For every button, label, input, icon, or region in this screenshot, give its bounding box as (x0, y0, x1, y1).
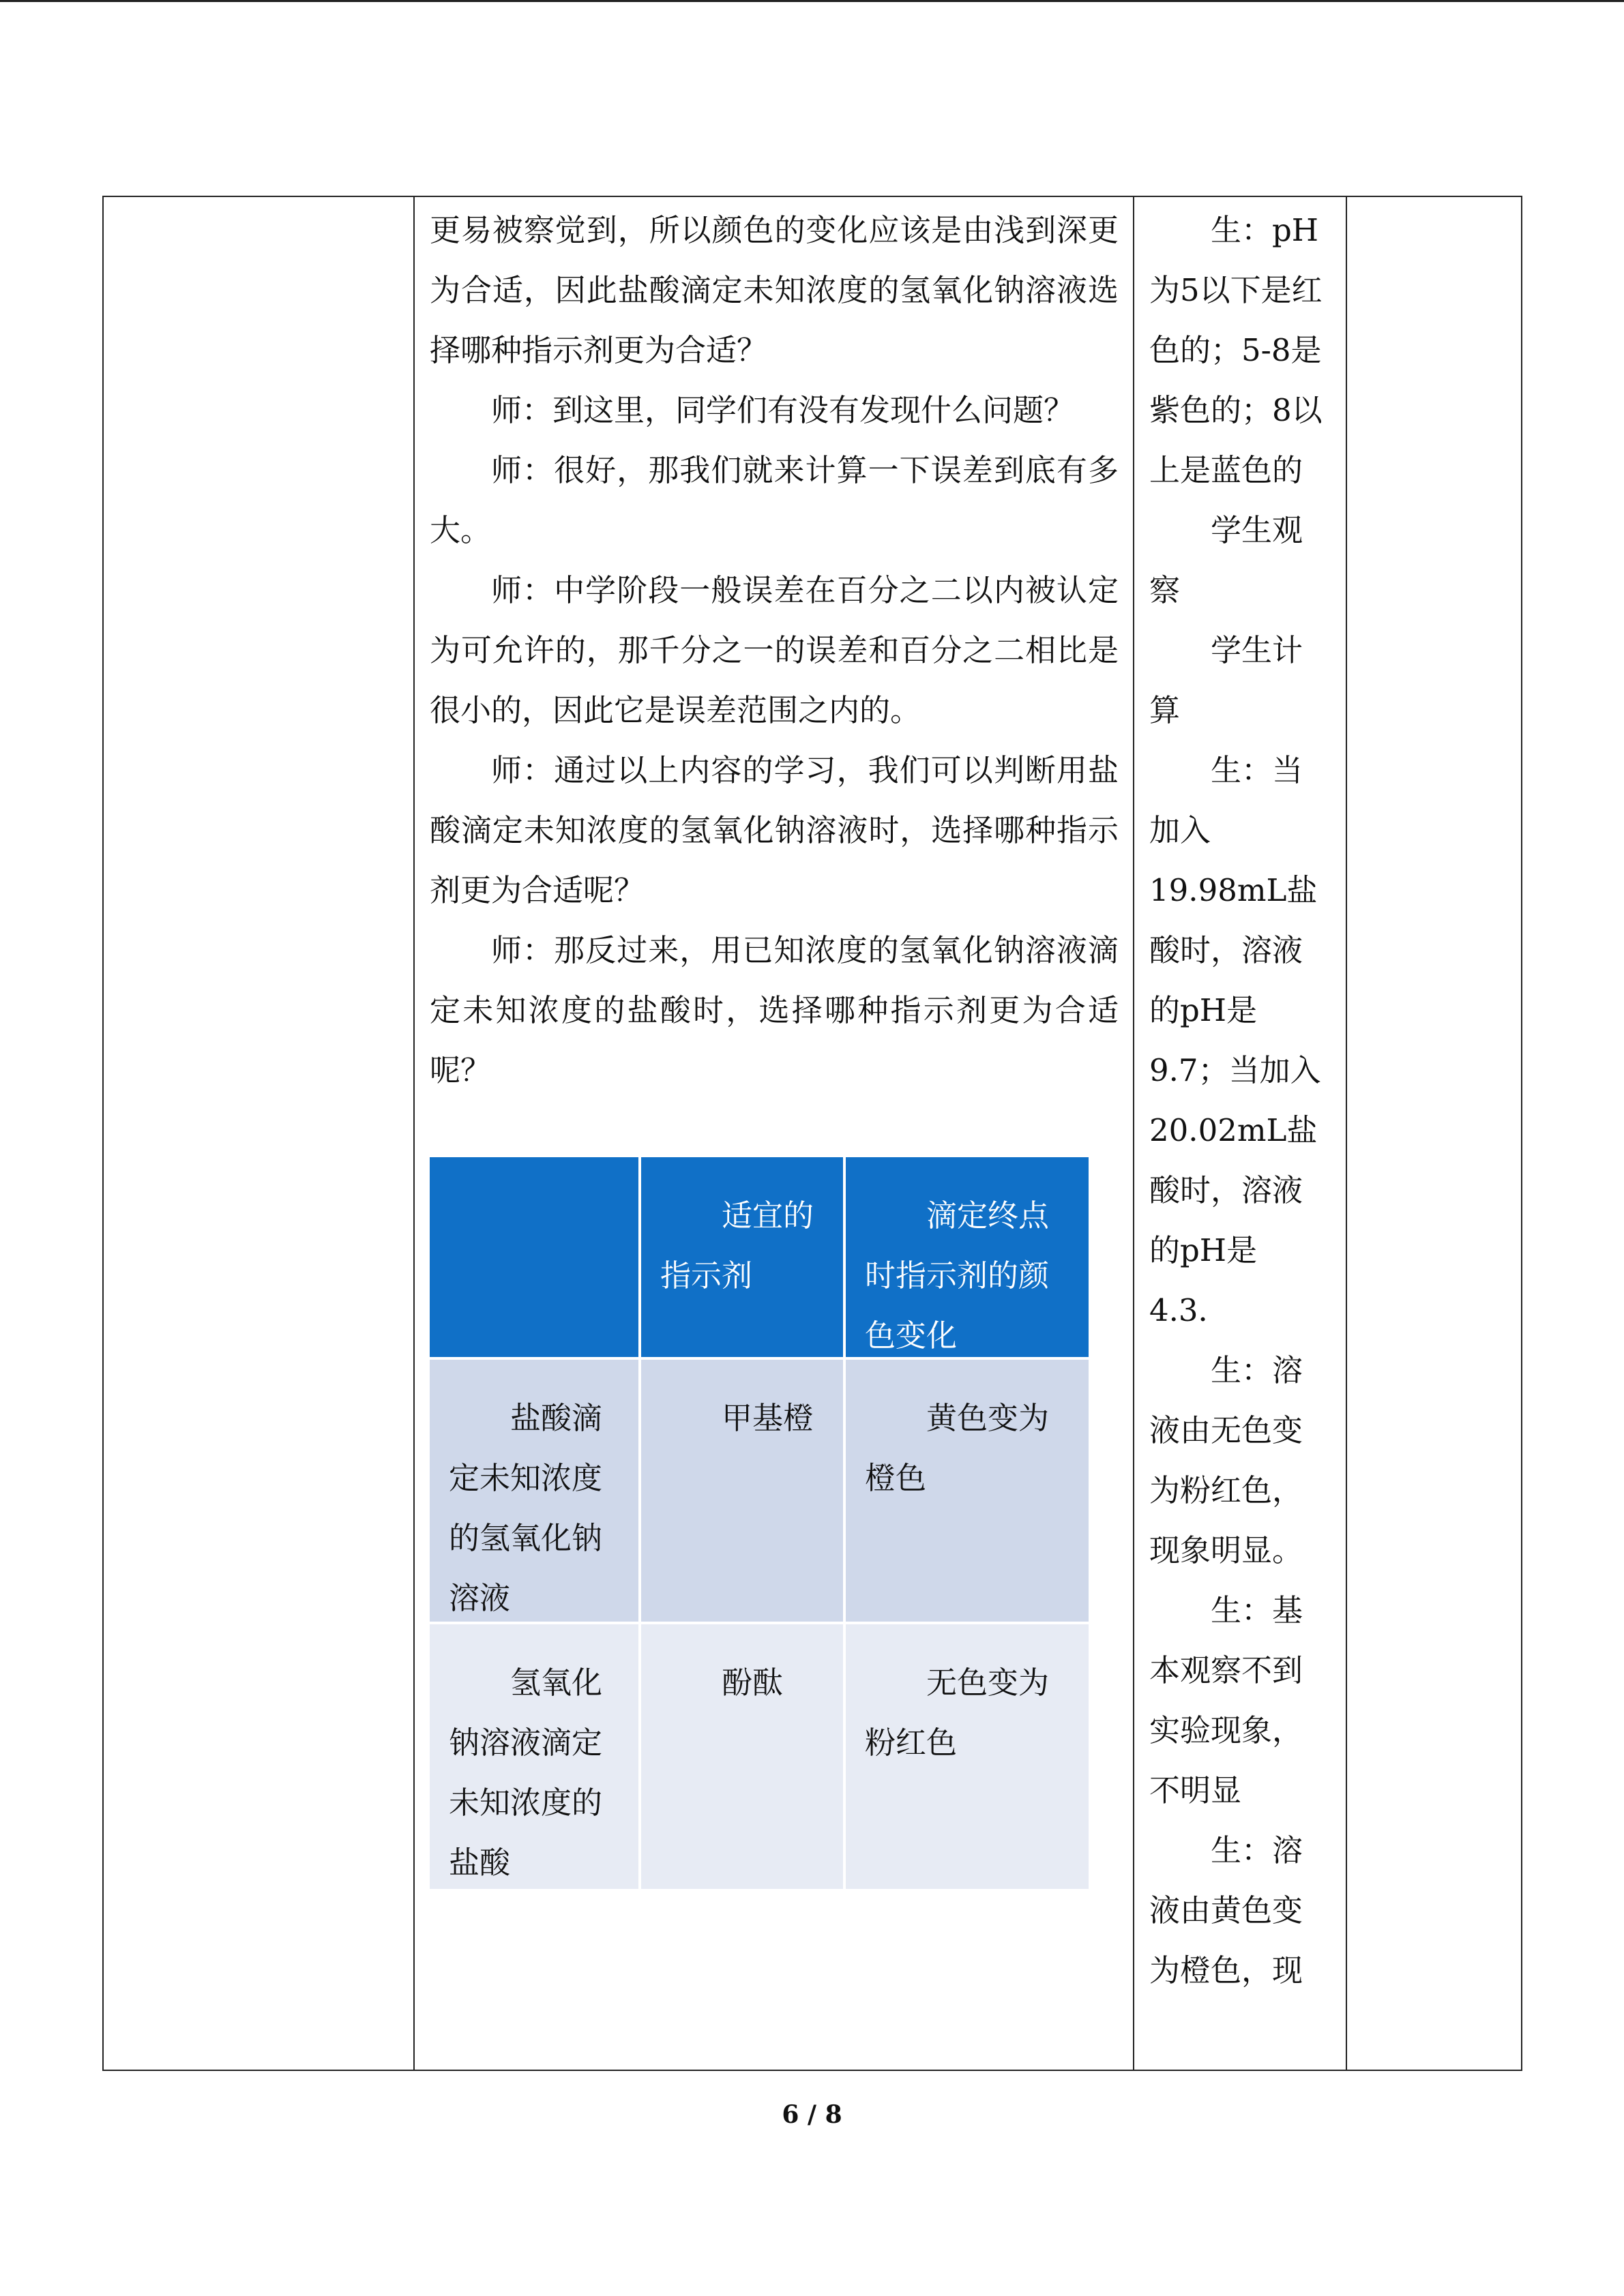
column-divider (1133, 197, 1134, 2070)
indicator-table-cell: 黄色变为橙色 (846, 1360, 1089, 1622)
indicator-table-cell: 甲基橙 (641, 1360, 843, 1622)
teacher-paragraph: 师：中学阶段一般误差在百分之二以内被认定为可允许的，那千分之一的误差和百分之二相比是很小的，因此它是误差范围之内的。 (430, 572, 1119, 728)
teacher-paragraph: 师：通过以上内容的学习，我们可以判断用盐酸滴定未知浓度的氢氧化钠溶液时，选择哪种指示剂更为合适呢？ (430, 752, 1119, 908)
indicator-table-cell: 氢氧化钠溶液滴定未知浓度的盐酸 (430, 1624, 638, 1889)
column-divider (413, 197, 415, 2070)
indicator-table-cell: 无色变为粉红色 (846, 1624, 1089, 1889)
page-top-rule (0, 0, 1624, 2)
student-paragraph: 生：溶液由黄色变为橙色，现 (1149, 1832, 1303, 1988)
teacher-paragraph: 师：到这里，同学们有没有发现什么问题？ (491, 392, 1075, 428)
teacher-paragraph: 师：很好，那我们就来计算一下误差到底有多大。 (430, 452, 1119, 548)
student-activity-column (1149, 197, 1328, 2070)
student-paragraph: 生：当加入19.98mL盐酸时，溶液的pH是9.7；当加入20.02mL盐酸时，溶液的pH是4.3． (1149, 752, 1321, 1328)
student-paragraph: 学生观察 (1149, 512, 1303, 608)
notes-column (1347, 197, 1522, 2070)
stage-column (104, 197, 413, 2070)
student-paragraph: 生：pH为5以下是红色的；5-8是紫色的；8以上是蓝色的 (1149, 212, 1323, 488)
teacher-paragraph: 更易被察觉到，所以颜色的变化应该是由浅到深更为合适，因此盐酸滴定未知浓度的氢氧化钠溶液选择哪种指示剂更为合适？ (430, 212, 1119, 368)
indicator-table-header-cell: 适宜的指示剂 (641, 1157, 843, 1357)
indicator-table-cell: 酚酞 (641, 1624, 843, 1889)
student-paragraph: 学生计算 (1149, 632, 1303, 728)
student-paragraph: 生：溶液由无色变为粉红色，现象明显。 (1149, 1352, 1303, 1568)
indicator-table-cell: 盐酸滴定未知浓度的氢氧化钠溶液 (430, 1360, 638, 1622)
indicator-table-header-cell: 滴定终点时指示剂的颜色变化 (846, 1157, 1089, 1357)
indicator-table-header-cell (430, 1157, 638, 1357)
teacher-text-before-table (430, 197, 1119, 1101)
teacher-paragraph: 师：那反过来，用已知浓度的氢氧化钠溶液滴定未知浓度的盐酸时，选择哪种指示剂更为合适呢？ (430, 932, 1119, 1088)
indicator-table (430, 1157, 1089, 1889)
student-paragraph: 生：基本观察不到实验现象，不明显 (1149, 1592, 1303, 1808)
page-number: 6 / 8 (782, 2100, 842, 2129)
